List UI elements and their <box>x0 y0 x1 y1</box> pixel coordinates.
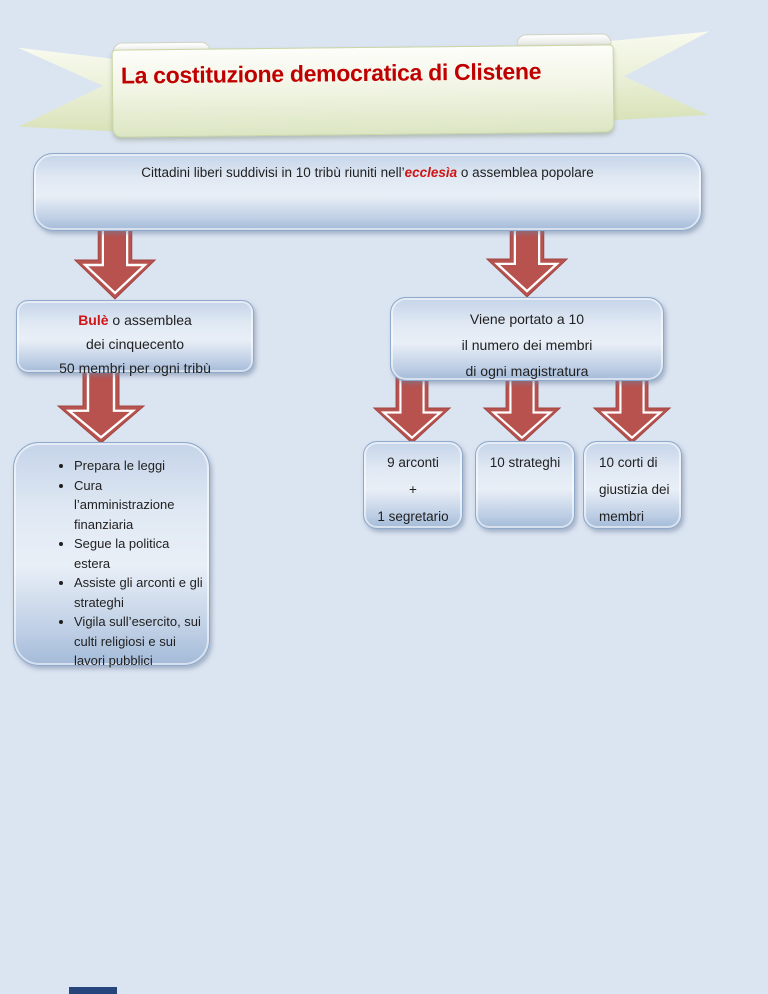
down-arrow-icon <box>73 220 157 300</box>
bule-highlight: Bulè <box>78 312 109 328</box>
duty-item: • Prepara le leggi <box>74 456 203 476</box>
magistrature-box <box>390 297 664 381</box>
office-box-courts <box>583 441 682 529</box>
duties-list <box>14 456 203 671</box>
bule-line-2: dei cinquecento <box>85 336 185 352</box>
courts-line-2: giustizia dei <box>599 482 670 497</box>
title-ribbon <box>13 30 714 141</box>
magistrature-line-3: di ogni magistratura <box>465 363 589 379</box>
ecclesia-highlight: ecclesìa <box>404 165 458 180</box>
ribbon-banner-body <box>112 44 615 137</box>
ribbon-tail-left <box>18 47 119 133</box>
magistrature-line-1: Viene portato a 10 <box>469 311 585 327</box>
duty-item: • Assiste gli arconti e gli strateghi <box>74 573 203 612</box>
ribbon-tail-right <box>607 31 710 120</box>
down-arrow-icon <box>485 220 569 298</box>
slide-title: La costituzione democratica di Clistene <box>120 58 542 89</box>
courts-line-3: membri <box>599 509 645 524</box>
duty-item: • Segue la politica estera <box>74 534 203 573</box>
archons-line-2: + <box>409 482 417 497</box>
root-box-citizens <box>33 153 702 231</box>
bule-line-1: Bulè o assemblea <box>78 312 192 328</box>
magistrature-line-2: il numero dei membri <box>461 337 593 353</box>
root-box-text: Cittadini liberi suddivisi in 10 tribù riuniti nell’ecclesìa o assemblea popolare <box>141 165 594 180</box>
partial-element-bottom <box>69 987 117 994</box>
office-box-strategists <box>475 441 575 529</box>
office-box-archons <box>363 441 463 529</box>
duty-item: • Cura l’amministrazione finanziaria <box>74 476 203 535</box>
bule-box <box>16 300 254 376</box>
courts-line-1: 10 corti di <box>599 455 658 470</box>
bule-line-3: 50 membri per ogni tribù <box>59 360 211 376</box>
strategists-line-1: 10 strateghi <box>489 455 561 470</box>
bule-duties-box <box>13 442 210 666</box>
duty-item: • Vigila sull’esercito, sui culti religiosi e sui lavori pubblici <box>74 612 203 671</box>
archons-line-1: 9 arconti <box>387 455 439 470</box>
archons-line-3: 1 segretario <box>377 509 449 524</box>
